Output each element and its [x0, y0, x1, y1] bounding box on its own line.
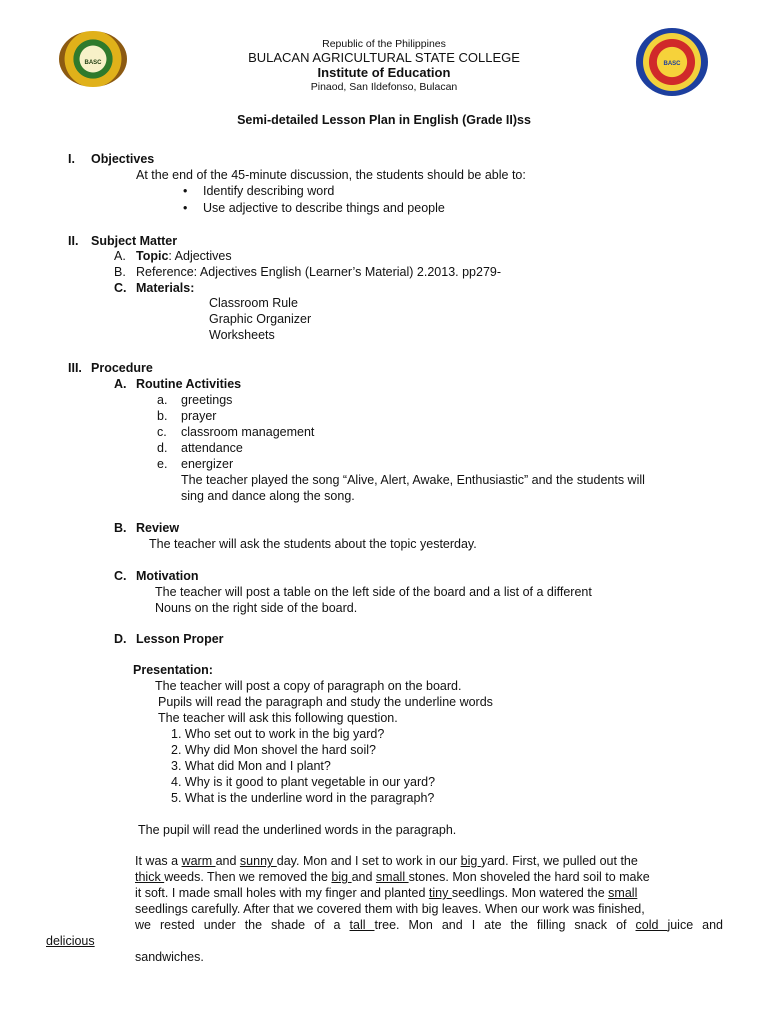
right-seal-text: BASC: [663, 61, 681, 67]
subject-matter-number: II.: [68, 234, 79, 248]
underlined-adjective: small: [375, 870, 409, 884]
routine-item: classroom management: [181, 425, 315, 439]
lesson-proper-letter: D.: [114, 632, 127, 646]
paragraph-line: sandwiches.: [135, 950, 204, 964]
bullet-marker: •: [183, 201, 188, 215]
underlined-adjective: small: [608, 886, 638, 900]
materials-letter: C.: [114, 281, 127, 295]
material-item: Graphic Organizer: [209, 312, 312, 326]
presentation-line: Pupils will read the paragraph and study the underline words: [158, 695, 493, 709]
motivation-text: The teacher will post a table on the left side of the board and a list of a different: [155, 585, 592, 599]
material-item: Worksheets: [209, 328, 275, 342]
presentation-heading: Presentation:: [133, 663, 213, 677]
college-address: Pinaod, San Ildefonso, Bulacan: [310, 81, 458, 93]
underlined-adjective: tiny: [428, 886, 452, 900]
paragraph-text: tree. Mon and I ate the filling snack of: [374, 918, 636, 932]
review-text: The teacher will ask the students about the topic yesterday.: [149, 537, 477, 551]
routine-item-letter: b.: [157, 409, 168, 423]
reference-letter: B.: [114, 265, 126, 279]
objective-item: Use adjective to describe things and people: [203, 201, 445, 215]
underlined-adjective: big: [460, 854, 481, 868]
objectives-number: I.: [68, 152, 75, 166]
motivation-letter: C.: [114, 569, 127, 583]
routine-letter: A.: [114, 377, 127, 391]
energizer-description: The teacher played the song “Alive, Alert, Awake, Enthusiastic” and the students will: [181, 473, 645, 487]
question-item: 4. Why is it good to plant vegetable in our yard?: [171, 775, 436, 789]
paragraph-line: [135, 885, 637, 901]
paragraph-text: and: [215, 854, 240, 868]
lesson-proper-heading: Lesson Proper: [136, 632, 224, 646]
routine-item: prayer: [181, 409, 217, 423]
paragraph-text: and: [351, 870, 376, 884]
paragraph-line: seedlings carefully. After that we covered them with big leaves. When our work was finished,: [135, 902, 645, 916]
underlined-adjective: sunny: [239, 854, 277, 868]
objective-item: Identify describing word: [203, 184, 335, 198]
underlined-adjective: tall: [349, 918, 375, 932]
reference-text: Reference: Adjectives English (Learner’s Material) 2.2013. pp279-: [136, 265, 502, 279]
routine-item-letter: e.: [157, 457, 168, 471]
paragraph-text: stones. Mon shoveled the hard soil to make: [408, 870, 650, 884]
question-item: 2. Why did Mon shovel the hard soil?: [171, 743, 376, 757]
paragraph-text: we rested under the shade of a: [135, 918, 350, 932]
underlined-adjective: delicious: [46, 934, 95, 948]
presentation-line: The teacher will ask this following question.: [158, 711, 398, 725]
energizer-description-cont: sing and dance along the song.: [181, 489, 355, 503]
college-name: BULACAN AGRICULTURAL STATE COLLEGE: [248, 50, 520, 65]
review-letter: B.: [114, 521, 127, 535]
question-item: 1. Who set out to work in the big yard?: [171, 727, 385, 741]
topic-letter: A.: [114, 249, 126, 263]
paragraph-line: [135, 869, 650, 885]
material-item: Classroom Rule: [209, 296, 298, 310]
question-item: 3. What did Mon and I plant?: [171, 759, 331, 773]
underlined-adjective: thick: [135, 870, 165, 884]
question-item: 5. What is the underline word in the paragraph?: [171, 791, 435, 805]
procedure-heading: Procedure: [91, 361, 153, 375]
lesson-plan-title: Semi-detailed Lesson Plan in English (Grade II)ss: [237, 113, 531, 127]
routine-item-letter: a.: [157, 393, 168, 407]
underlined-adjective: warm: [181, 854, 216, 868]
left-seal-text: BASC: [84, 60, 102, 66]
subject-matter-heading: Subject Matter: [91, 234, 178, 248]
paragraph-text: juice and: [667, 918, 724, 932]
republic-line: Republic of the Philippines: [322, 38, 446, 50]
routine-item: greetings: [181, 393, 233, 407]
materials-label: Materials:: [136, 281, 195, 295]
paragraph-line: [135, 853, 638, 869]
routine-item-letter: d.: [157, 441, 168, 455]
paragraph-text: seedlings. Mon watered the: [451, 886, 609, 900]
motivation-heading: Motivation: [136, 569, 199, 583]
routine-item: energizer: [181, 457, 234, 471]
paragraph-text: it soft. I made small holes with my finger and planted: [135, 886, 429, 900]
paragraph-text: It was a: [135, 854, 182, 868]
review-heading: Review: [136, 521, 180, 535]
underlined-adjective: cold: [635, 918, 668, 932]
motivation-text-cont: Nouns on the right side of the board.: [155, 601, 358, 615]
objectives-intro: At the end of the 45-minute discussion, the students should be able to:: [136, 168, 526, 182]
topic-value: : Adjectives: [168, 249, 232, 263]
paragraph-text: weeds. Then we removed the: [164, 870, 332, 884]
underlined-adjective: big: [331, 870, 352, 884]
objectives-heading: Objectives: [91, 152, 155, 166]
topic-label: Topic: [136, 249, 169, 263]
routine-item-letter: c.: [157, 425, 167, 439]
paragraph-text: day. Mon and I set to work in our: [276, 854, 461, 868]
pupil-instruction: The pupil will read the underlined words in the paragraph.: [138, 823, 457, 837]
paragraph-line: [135, 917, 723, 933]
topic-line: [136, 248, 232, 264]
institute-name: Institute of Education: [317, 65, 451, 80]
routine-heading: Routine Activities: [136, 377, 242, 391]
paragraph-text: yard. First, we pulled out the: [480, 854, 638, 868]
presentation-line: The teacher will post a copy of paragraph on the board.: [155, 679, 462, 693]
procedure-number: III.: [68, 361, 82, 375]
bullet-marker: •: [183, 184, 188, 198]
routine-item: attendance: [181, 441, 243, 455]
